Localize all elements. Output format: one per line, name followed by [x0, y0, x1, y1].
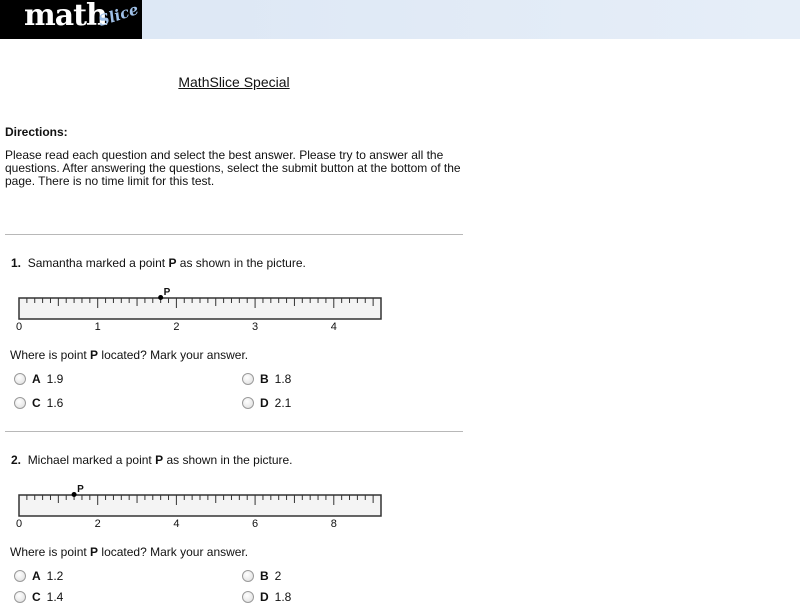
site-header — [0, 0, 800, 39]
radio-button[interactable] — [242, 591, 254, 603]
answer-choice-c[interactable] — [14, 396, 63, 410]
choice-value: 1.4 — [46, 590, 64, 604]
tick-label: 1 — [94, 321, 101, 333]
question-1-text — [11, 256, 306, 270]
point-name: P — [168, 256, 177, 270]
choice-value: 1.8 — [274, 372, 292, 386]
question-number: 1. — [11, 256, 22, 270]
radio-button[interactable] — [14, 591, 26, 603]
divider — [5, 431, 463, 432]
choice-value: 1.6 — [46, 396, 64, 410]
choice-letter: D — [260, 396, 269, 410]
radio-button[interactable] — [14, 373, 26, 385]
prompt-before: Where is point — [10, 348, 91, 362]
number-line-ruler — [14, 480, 386, 532]
point-name: P — [155, 453, 164, 467]
prompt-before: Where is point — [10, 545, 91, 559]
choice-value: 1.2 — [46, 569, 64, 583]
choice-letter: C — [32, 396, 41, 410]
point-marker — [72, 492, 77, 497]
choice-letter: B — [260, 569, 269, 583]
answer-choice-c[interactable] — [14, 590, 63, 604]
divider — [5, 234, 463, 235]
tick-label: 2 — [173, 321, 180, 333]
prompt-after: located? Mark your answer. — [98, 545, 249, 559]
radio-button[interactable] — [242, 397, 254, 409]
radio-button[interactable] — [14, 570, 26, 582]
tick-label: 8 — [330, 518, 337, 530]
tick-label: 2 — [94, 518, 101, 530]
tick-label: 0 — [15, 518, 23, 530]
question-text-after: as shown in the picture. — [163, 453, 293, 467]
choice-value: 1.9 — [46, 372, 64, 386]
tick-label: 4 — [330, 321, 337, 333]
directions-label: Directions: — [5, 125, 68, 139]
choice-value: 2 — [274, 569, 282, 583]
point-name: P — [90, 545, 99, 559]
question-number: 2. — [11, 453, 22, 467]
question-2-prompt — [10, 545, 248, 559]
tick-label: 6 — [252, 518, 259, 530]
point-label: P — [163, 287, 171, 298]
answer-choice-d[interactable] — [242, 590, 291, 604]
question-1-prompt — [10, 348, 248, 362]
answer-choice-b[interactable] — [242, 372, 291, 386]
radio-button[interactable] — [242, 570, 254, 582]
question-text-after: as shown in the picture. — [176, 256, 306, 270]
choice-value: 1.8 — [274, 590, 292, 604]
mathslice-logo[interactable] — [0, 0, 142, 39]
choice-letter: C — [32, 590, 41, 604]
answer-choice-b[interactable] — [242, 569, 281, 583]
question-text-before: Michael marked a point — [27, 453, 156, 467]
point-marker — [158, 295, 163, 300]
choice-letter: D — [260, 590, 269, 604]
logo-subtext: Slice — [96, 0, 141, 30]
page-title: MathSlice Special — [178, 74, 290, 90]
radio-button[interactable] — [14, 397, 26, 409]
answer-choice-a[interactable] — [14, 569, 63, 583]
logo-text: math — [24, 0, 107, 33]
prompt-after: located? Mark your answer. — [98, 348, 249, 362]
answer-choice-d[interactable] — [242, 396, 291, 410]
tick-label: 4 — [173, 518, 180, 530]
point-name: P — [90, 348, 99, 362]
choice-letter: A — [32, 569, 41, 583]
question-2-text — [11, 453, 293, 467]
radio-button[interactable] — [242, 373, 254, 385]
choice-letter: B — [260, 372, 269, 386]
choice-letter: A — [32, 372, 41, 386]
choice-value: 2.1 — [274, 396, 292, 410]
tick-label: 0 — [15, 321, 23, 333]
directions-text: Please read each question and select the best answer. Please try to answer all the questions. After answering the questions, select the submit button at the bottom of the page. There is no time limit for this test. — [5, 148, 461, 188]
question-text-before: Samantha marked a point — [27, 256, 169, 270]
number-line-ruler — [14, 283, 386, 335]
point-label: P — [77, 484, 84, 495]
tick-label: 3 — [252, 321, 259, 333]
answer-choice-a[interactable] — [14, 372, 63, 386]
